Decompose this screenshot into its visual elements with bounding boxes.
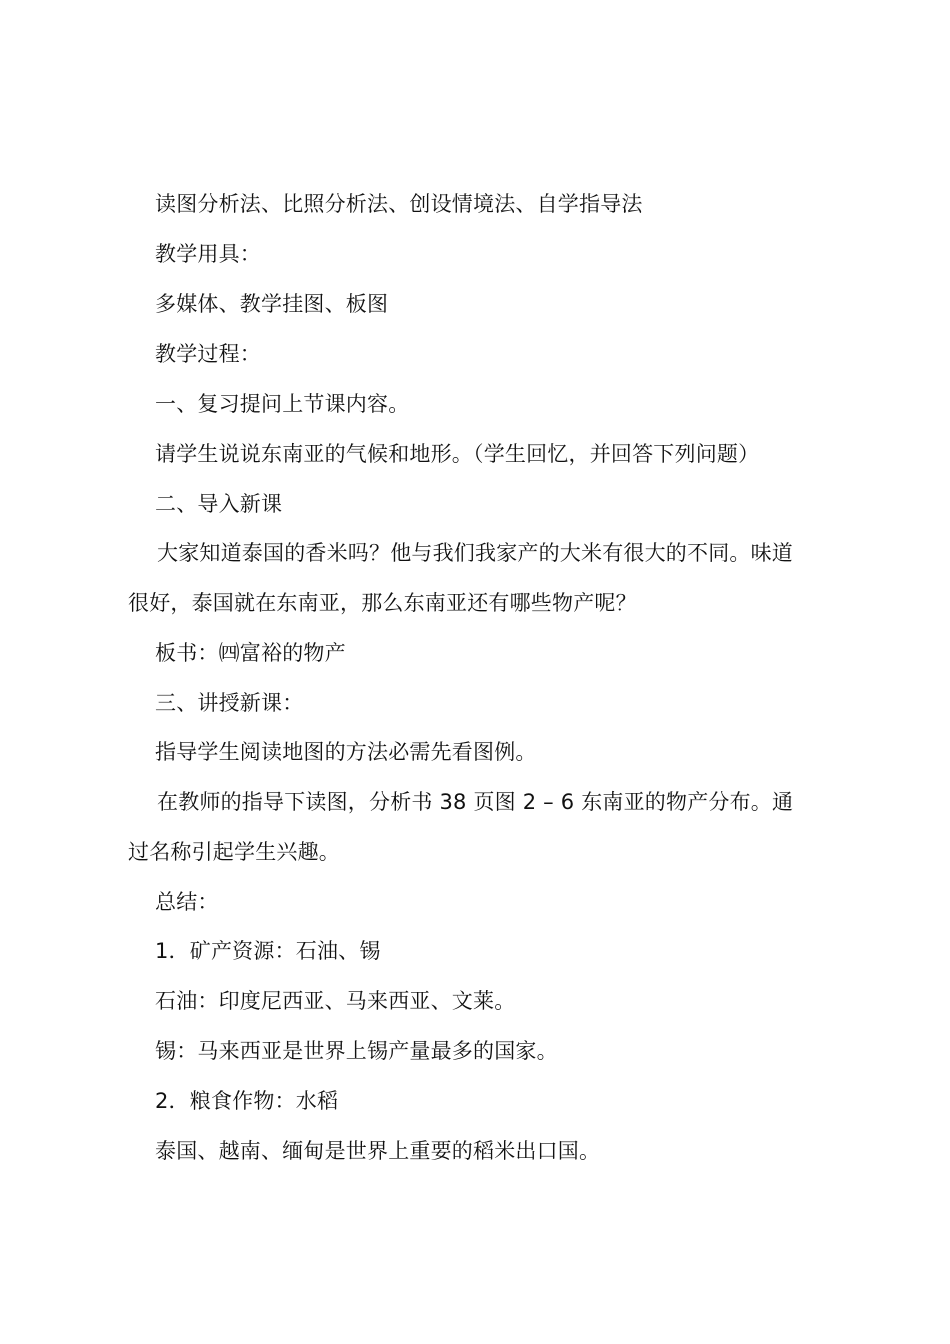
section-review-heading: 一、复习提问上节课内容。: [155, 392, 410, 416]
section-intro-heading: 二、导入新课: [155, 492, 283, 516]
map-reading-guidance-text: 指导学生阅读地图的方法必需先看图例。: [155, 740, 537, 764]
intro-paragraph-line-1: 大家知道泰国的香米吗？他与我们我家产的大米有很大的不同。味道: [157, 541, 793, 565]
intro-paragraph-line-2: 很好，泰国就在东南亚，那么东南亚还有哪些物产呢？: [128, 591, 637, 615]
board-writing-text: 板书：㈣富裕的物产: [155, 641, 346, 665]
teaching-tools-text: 多媒体、教学挂图、板图: [155, 292, 389, 316]
section-new-lesson-heading: 三、讲授新课：: [155, 691, 304, 715]
teaching-process-heading: 教学过程：: [155, 342, 261, 366]
summary-heading: 总结：: [155, 890, 219, 914]
oil-countries-text: 石油：印度尼西亚、马来西亚、文莱。: [155, 989, 516, 1013]
rice-exporters-text: 泰国、越南、缅甸是世界上重要的稻米出口国。: [155, 1139, 601, 1163]
teaching-methods-text: 读图分析法、比照分析法、创设情境法、自学指导法: [155, 192, 643, 216]
map-analysis-line-2: 过名称引起学生兴趣。: [128, 840, 340, 864]
map-analysis-line-1: 在教师的指导下读图，分析书 38 页图 2 – 6 东南亚的物产分布。通: [157, 790, 794, 814]
tin-production-text: 锡：马来西亚是世界上锡产量最多的国家。: [155, 1039, 558, 1063]
food-crops-item: 2．粮食作物：水稻: [155, 1089, 339, 1113]
mineral-resources-item: 1．矿产资源：石油、锡: [155, 939, 381, 963]
review-question-text: 请学生说说东南亚的气候和地形。（学生回忆，并回答下列问题）: [155, 442, 760, 466]
teaching-tools-heading: 教学用具：: [155, 242, 261, 266]
